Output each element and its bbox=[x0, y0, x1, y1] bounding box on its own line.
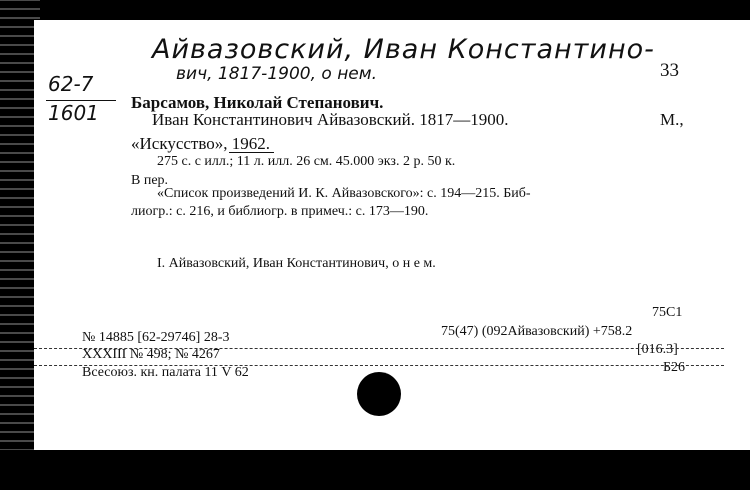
publisher-year-underline bbox=[229, 152, 274, 153]
classification-code-3: [016.3] bbox=[637, 342, 678, 357]
author-line: Барсамов, Николай Степанович. bbox=[131, 93, 384, 112]
handwritten-number: 1601 bbox=[48, 101, 99, 125]
classification-code-1: 75С1 bbox=[652, 305, 683, 320]
card-number-top: 33 bbox=[660, 60, 679, 81]
title-line: Иван Константинович Айвазовский. 1817—1900. bbox=[152, 110, 509, 129]
classification-code-2: 75(47) (092Айвазовский) +758.2 bbox=[441, 324, 633, 339]
dashed-rule-1 bbox=[34, 348, 724, 349]
subject-heading: I. Айвазовский, Иван Константинович, о н е м. bbox=[157, 256, 436, 271]
footer-line1: № 14885 [62-29746] 28-3 bbox=[82, 330, 230, 345]
scan-bottom-band bbox=[0, 450, 750, 490]
footer-line2: XXXIII № 498; № 4267 bbox=[82, 347, 220, 362]
dashed-rule-2 bbox=[34, 365, 724, 366]
publisher-line: «Искусство», 1962. bbox=[131, 134, 271, 153]
classification-code-4: Б26 bbox=[663, 360, 686, 375]
place-of-publication: М., bbox=[660, 110, 684, 129]
footer-line3: Всесоюз. кн. палата 11 V 62 bbox=[82, 365, 249, 380]
binding-note: В пер. bbox=[131, 173, 169, 188]
physical-description: 275 с. с илл.; 11 л. илл. 26 см. 45.000 экз. 2 р. 50 к. bbox=[157, 154, 456, 169]
notes-line2: лиогр.: с. 216, и библиогр. в примеч.: с. 173—190. bbox=[131, 204, 429, 219]
handwritten-heading-line1: Айвазовский, Иван Константино- bbox=[152, 34, 655, 65]
notes-line1: «Список произведений И. К. Айвазовского»: с. 194—215. Биб- bbox=[157, 186, 531, 201]
handwritten-shelf-code: 62-7 bbox=[48, 72, 94, 96]
handwritten-heading-line2: вич, 1817-1900, о нем. bbox=[176, 64, 377, 84]
punch-hole bbox=[357, 372, 401, 416]
